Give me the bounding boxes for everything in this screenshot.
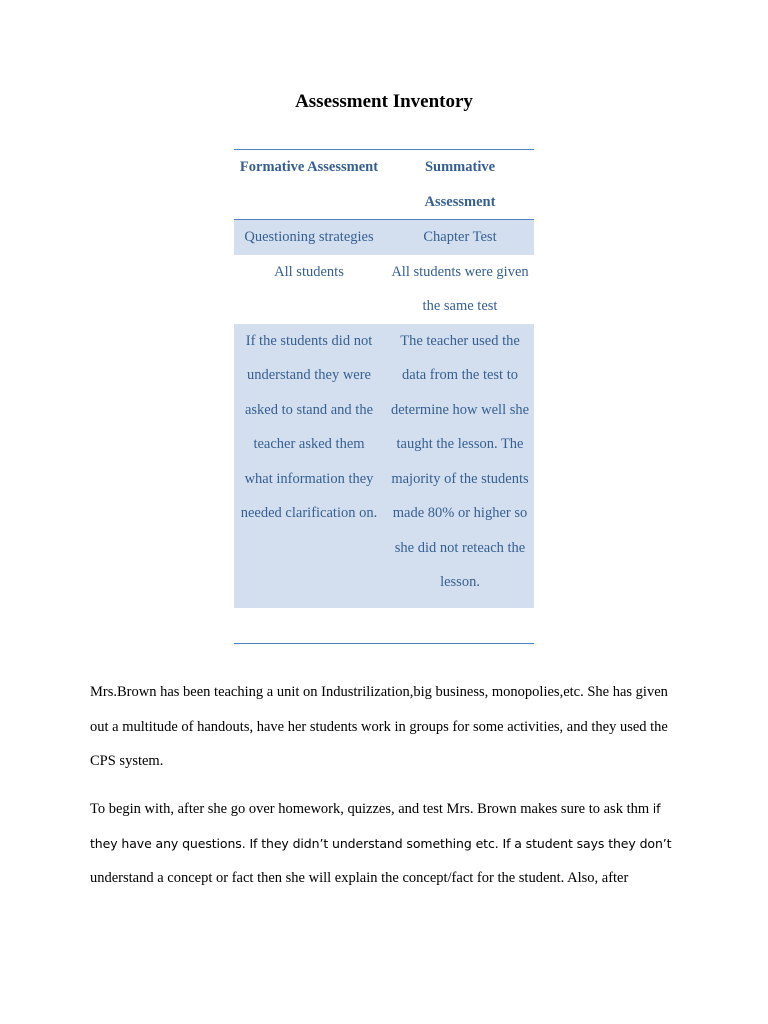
paragraph-text: if they have any questions. If they didn’t understand something etc. If a student says they don’t [90,801,672,851]
table-cell: Chapter Test [423,229,497,245]
table-cell: If the students did not understand they were asked to stand and the teacher asked them what information they needed clarification on. [240,332,378,521]
body-paragraph: Mrs.Brown has been teaching a unit on Industrilization,big business, monopolies,etc. She has given out a multitude of handouts, have her students work in groups for some activities, and they used the CPS system. [90,684,668,769]
table-cell: Questioning strategies [244,229,374,245]
table-cell: All students [274,263,344,280]
table-row [234,255,534,324]
paragraph-text: To begin with, after she go over homework, quizzes, and test Mrs. Brown makes sure to ask thm [90,801,653,817]
table-header-row [234,150,534,220]
document-title: Assessment Inventory [295,91,473,112]
table-row [234,220,534,255]
table-cell: The teacher used the data from the test to determine how well she taught the lesson. The majority of the students made 80% or higher so she did not reteach the lesson. [390,332,530,590]
assessment-table [234,149,534,644]
paragraph-text: understand a concept or fact then she will explain the concept/fact for the student. Also, after [90,870,629,886]
header-formative-assessment: Formative Assessment [239,159,379,175]
table-empty-space [234,608,534,643]
table-cell: All students were given the same test [391,263,529,314]
table-row [234,324,534,608]
header-summative-assessment: Summative Assessment [424,159,496,210]
body-paragraph [90,792,690,896]
